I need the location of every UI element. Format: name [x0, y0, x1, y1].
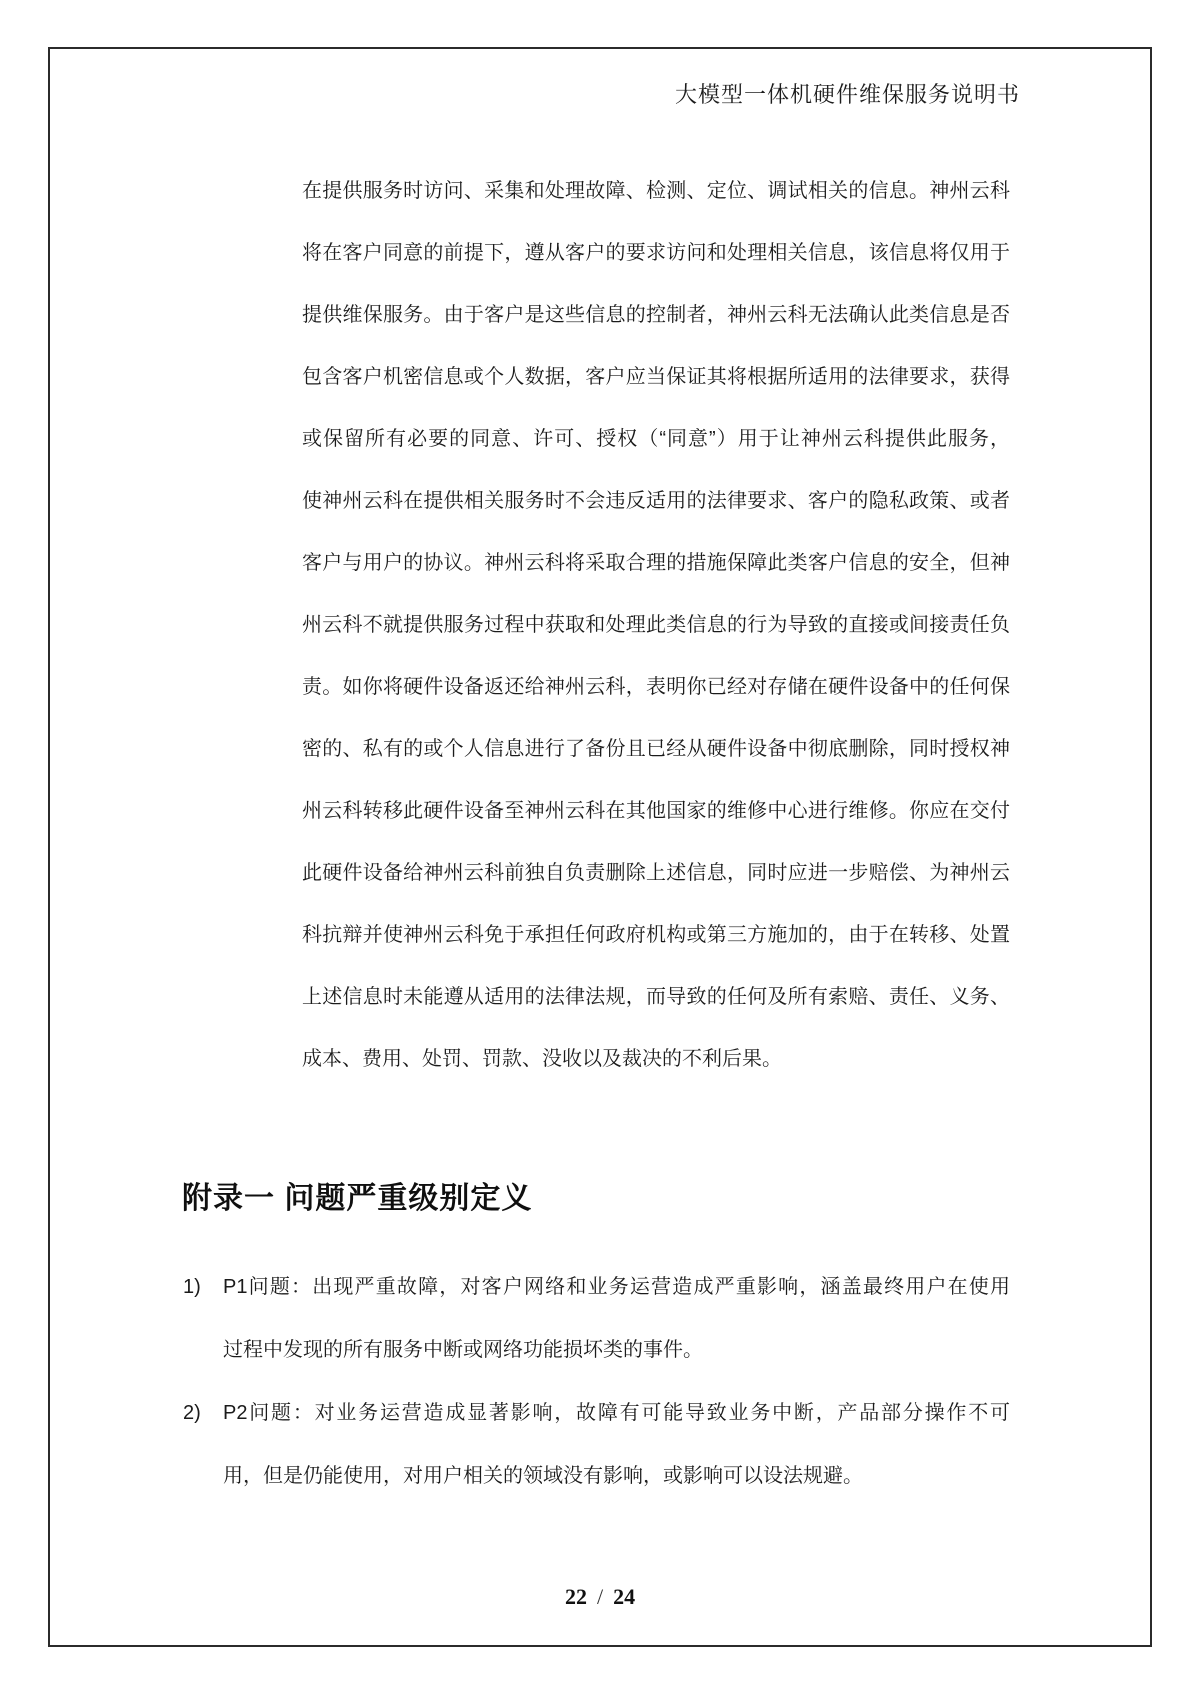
paragraph-line: 成本、费用、处罚、罚款、没收以及裁决的不利后果。	[302, 1048, 782, 1070]
paragraph-line: 科抗辩并使神州云科免于承担任何政府机构或第三方施加的，由于在转移、处置	[302, 924, 1010, 946]
list-item-text	[223, 1256, 1010, 1382]
document-title-header: 大模型一体机硬件维保服务说明书	[674, 82, 1020, 107]
list-item-p2	[183, 1382, 1010, 1508]
page-number-total: 24	[613, 1584, 636, 1609]
list-item-text	[223, 1382, 1010, 1508]
paragraph-line: 州云科转移此硬件设备至神州云科在其他国家的维修中心进行维修。你应在交付	[302, 800, 1010, 822]
list-item-number: 2)	[183, 1402, 201, 1424]
paragraph-line: 提供维保服务。由于客户是这些信息的控制者，神州云科无法确认此类信息是否	[302, 304, 1010, 326]
page-number-separator: /	[596, 1584, 604, 1609]
page-footer	[0, 1584, 1200, 1610]
list-item-line: 过程中发现的所有服务中断或网络功能损坏类的事件。	[223, 1339, 703, 1361]
list-item-line: P2问题：对业务运营造成显著影响，故障有可能导致业务中断，产品部分操作不可	[223, 1402, 1010, 1424]
list-item-line: P1问题：出现严重故障，对客户网络和业务运营造成严重影响，涵盖最终用户在使用	[223, 1276, 1010, 1298]
list-item-line: 用，但是仍能使用，对用户相关的领域没有影响，或影响可以设法规避。	[223, 1465, 863, 1487]
paragraph-line: 州云科不就提供服务过程中获取和处理此类信息的行为导致的直接或间接责任负	[302, 614, 1010, 636]
paragraph-line: 此硬件设备给神州云科前独自负责删除上述信息，同时应进一步赔偿、为神州云	[302, 862, 1010, 884]
paragraph-line: 将在客户同意的前提下，遵从客户的要求访问和处理相关信息，该信息将仅用于	[302, 242, 1010, 264]
paragraph-line: 上述信息时未能遵从适用的法律法规，而导致的任何及所有索赔、责任、义务、	[302, 986, 1010, 1008]
paragraph-line: 客户与用户的协议。神州云科将采取合理的措施保障此类客户信息的安全，但神	[302, 552, 1010, 574]
body-paragraph	[302, 160, 1010, 1090]
list-item-number: 1)	[183, 1276, 201, 1298]
appendix-heading: 附录一 问题严重级别定义	[182, 1182, 533, 1215]
list-item-p1	[183, 1256, 1010, 1382]
paragraph-line: 包含客户机密信息或个人数据，客户应当保证其将根据所适用的法律要求，获得	[302, 366, 1010, 388]
paragraph-line: 密的、私有的或个人信息进行了备份且已经从硬件设备中彻底删除，同时授权神	[302, 738, 1010, 760]
paragraph-line: 在提供服务时访问、采集和处理故障、检测、定位、调试相关的信息。神州云科	[302, 180, 1010, 202]
severity-definition-list	[183, 1256, 1010, 1508]
page-number-current: 22	[564, 1584, 587, 1609]
paragraph-line: 或保留所有必要的同意、许可、授权（“同意”）用于让神州云科提供此服务，	[302, 428, 1010, 450]
paragraph-line: 使神州云科在提供相关服务时不会违反适用的法律要求、客户的隐私政策、或者	[302, 490, 1010, 512]
paragraph-line: 责。如你将硬件设备返还给神州云科，表明你已经对存储在硬件设备中的任何保	[302, 676, 1010, 698]
